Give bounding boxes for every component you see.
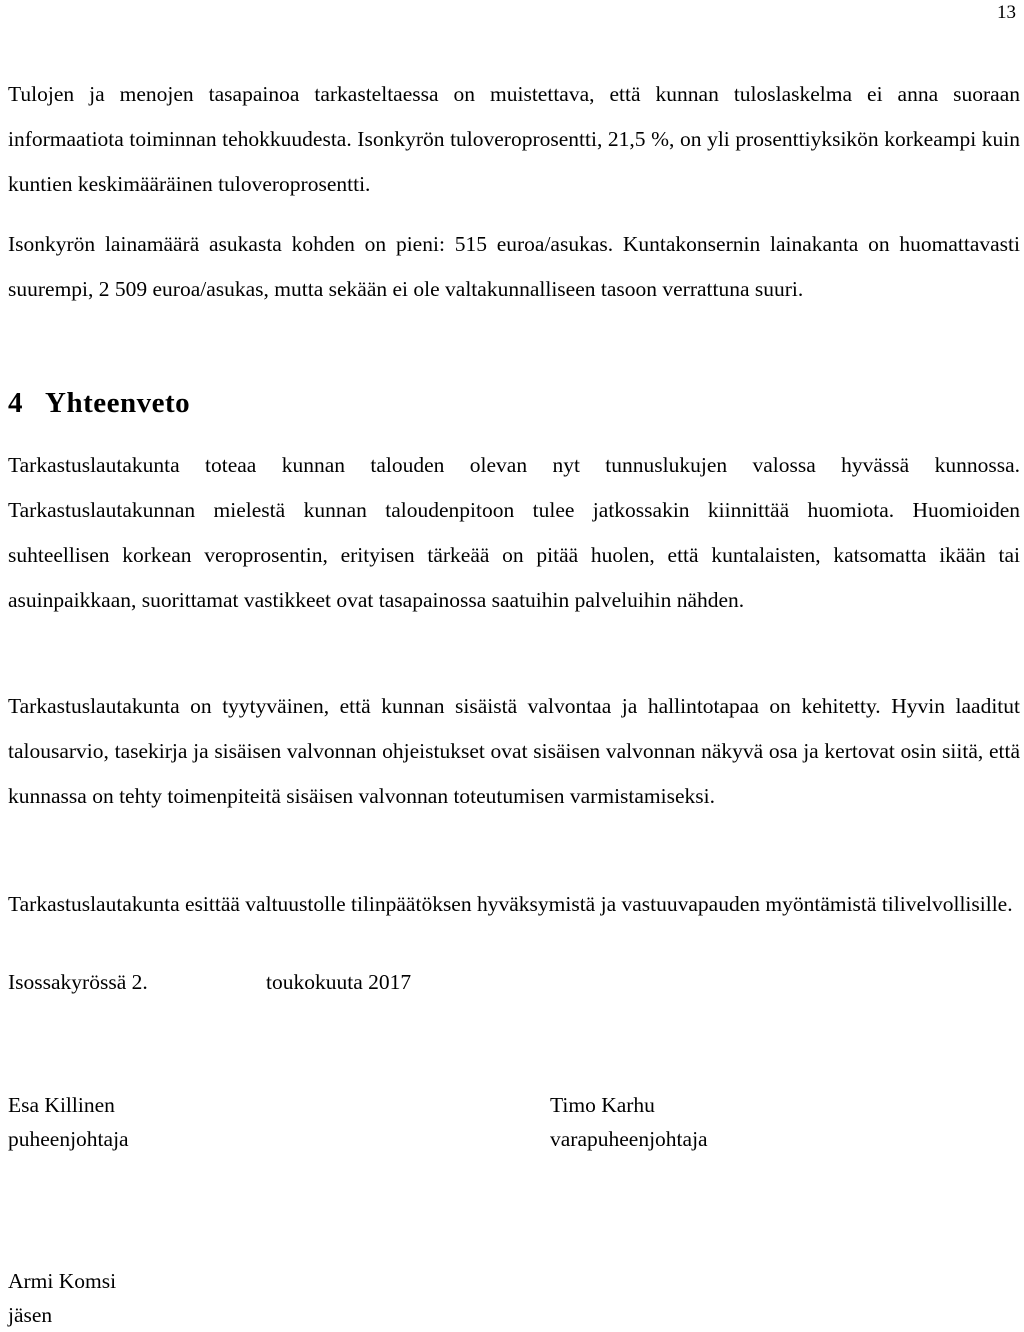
- signatory-role: jäsen: [8, 1303, 53, 1327]
- paragraph-internal-control: Tarkastuslautakunta on tyytyväinen, että kunnan sisäistä valvontaa ja hallintotapaa on kehitetty. Hyvin laaditut talousarvio, tasekirja ja sisäisen valvonnan ohjeistukset ovat sisäisen valvonnan näkyvä osa ja kertovat osin siitä, että kunnassa on tehty toimenpiteitä sisäisen valvonnan toteutumisen varmistamiseksi.: [8, 694, 1020, 808]
- dateline: [8, 965, 412, 999]
- signatory-member: [8, 1264, 116, 1332]
- paragraph-income-balance: Tulojen ja menojen tasapainoa tarkasteltaessa on muistettava, että kunnan tuloslaskelma ei anna suoraan informaatiota toiminnan tehokkuudesta. Isonkyrön tuloveroprosentti, 21,5 %, on yli prosenttiyksikön korkeampi kuin kuntien keskimääräinen tuloveroprosentti.: [8, 82, 1020, 196]
- signatory-name: Esa Killinen: [8, 1093, 115, 1117]
- dateline-place: Isossakyrössä 2.: [8, 970, 148, 994]
- signatory-name: Timo Karhu: [550, 1093, 655, 1117]
- signatory-chair: [8, 1088, 129, 1156]
- section-title: Yhteenveto: [45, 387, 191, 419]
- page-number: 13: [997, 2, 1016, 23]
- section-number: 4: [8, 387, 23, 419]
- paragraph-loans: Isonkyrön lainamäärä asukasta kohden on pieni: 515 euroa/asukas. Kuntakonsernin lainakanta on huomattavasti suurempi, 2 509 euroa/asukas, mutta sekään ei ole valtakunnalliseen tasoon verrattuna suuri.: [8, 232, 1020, 301]
- signatory-name: Armi Komsi: [8, 1269, 117, 1293]
- signatory-role: varapuheenjohtaja: [550, 1127, 708, 1151]
- signatory-vice-chair: [550, 1088, 708, 1156]
- paragraph-proposal: Tarkastuslautakunta esittää valtuustolle tilinpäätöksen hyväksymistä ja vastuuvapauden myöntämistä tilivelvollisille.: [8, 892, 1013, 916]
- dateline-date: toukokuuta 2017: [266, 970, 412, 994]
- section-heading: [8, 387, 190, 420]
- signatory-role: puheenjohtaja: [8, 1127, 129, 1151]
- paragraph-summary-economy: Tarkastuslautakunta toteaa kunnan talouden olevan nyt tunnuslukujen valossa hyvässä kunnossa. Tarkastuslautakunnan mielestä kunnan taloudenpitoon tulee jatkossakin kiinnittää huomiota. Huomioiden suhteellisen korkean veroprosentin, erityisen tärkeää on pitää huolen, että kuntalaisten, katsomatta ikään tai asuinpaikkaan, suorittamat vastikkeet ovat tasapainossa saatuihin palveluihin nähden.: [8, 453, 1020, 612]
